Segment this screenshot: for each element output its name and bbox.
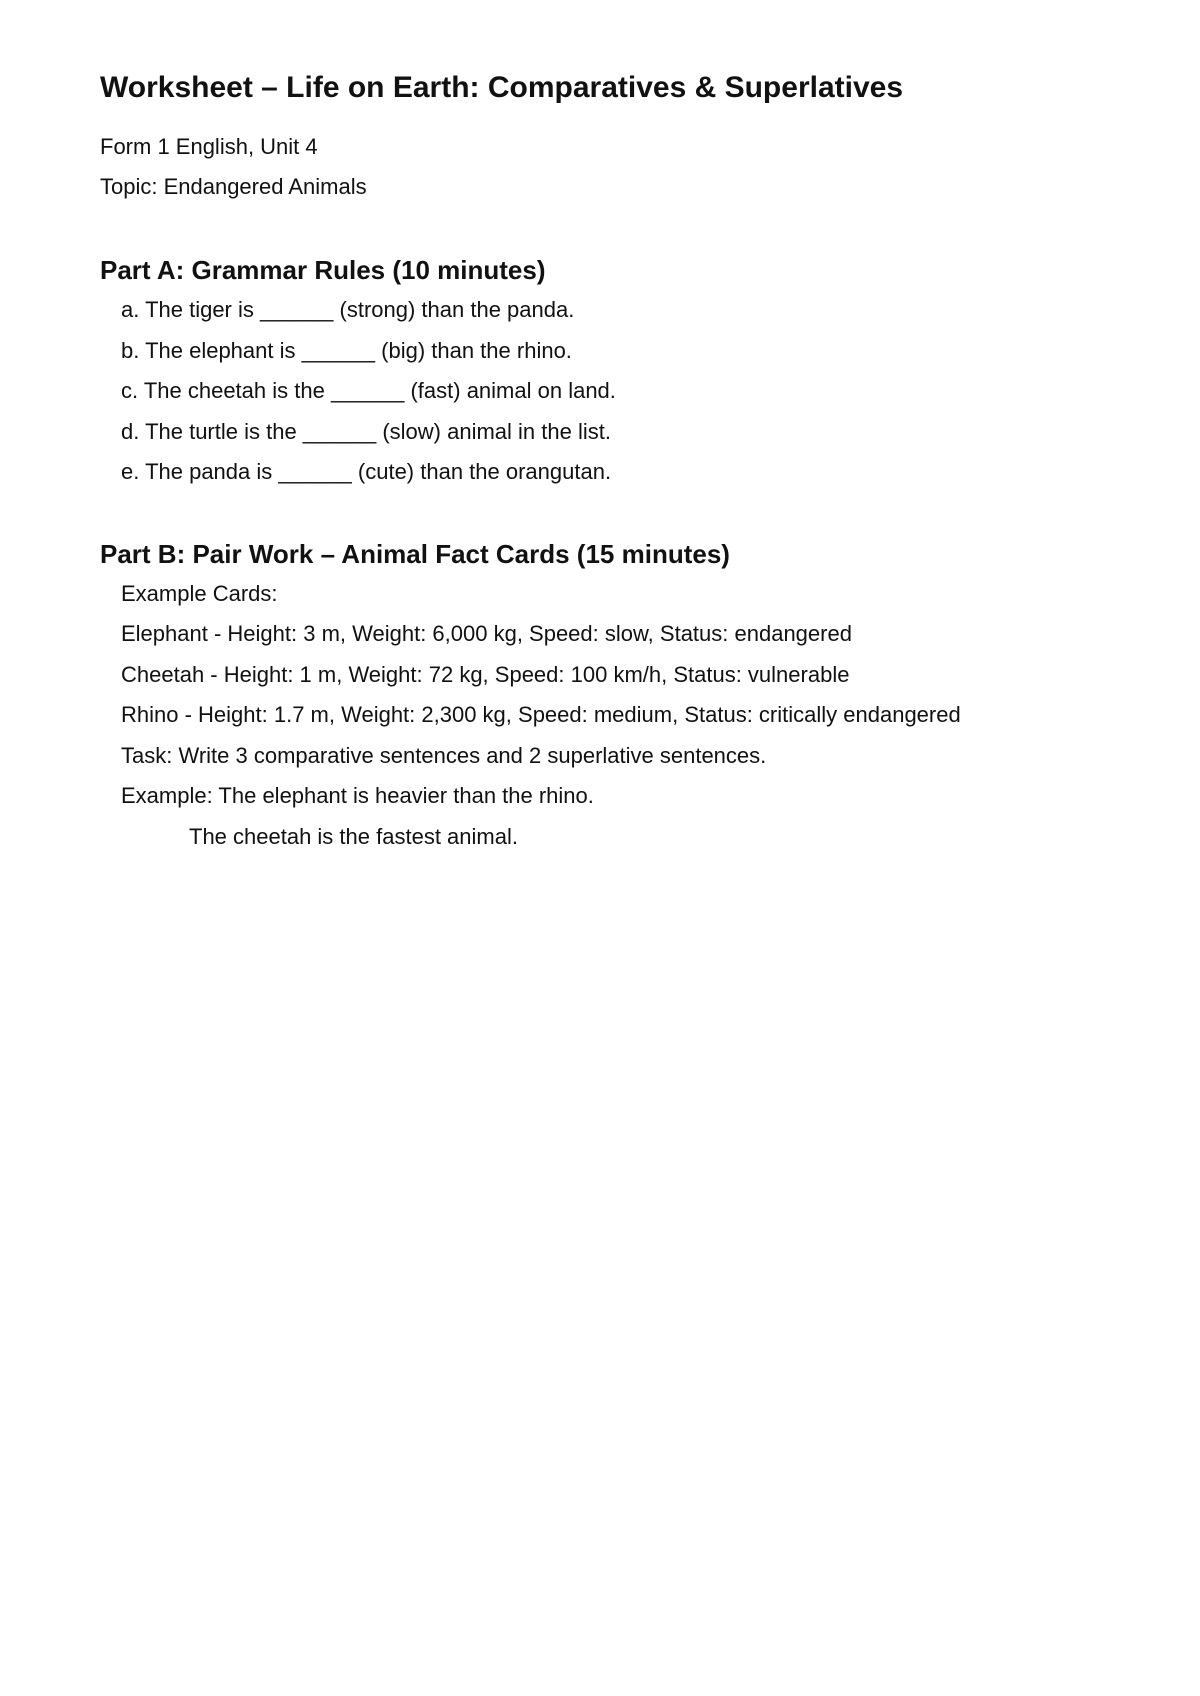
part-a-section <box>100 250 1120 493</box>
example-sentence-2: The cheetah is the fastest animal. <box>189 823 518 849</box>
exercise-item-a: a. The tiger is ______ (strong) than the panda. <box>121 297 575 322</box>
exercise-item-c: c. The cheetah is the ______ (fast) animal on land. <box>121 378 616 403</box>
part-b-section <box>100 534 1120 858</box>
part-b-heading: Part B: Pair Work – Animal Fact Cards (15 minutes) <box>100 538 730 569</box>
course-info: Form 1 English, Unit 4 <box>100 134 318 159</box>
worksheet-content <box>100 68 1120 857</box>
topic-line: Topic: Endangered Animals <box>100 174 367 199</box>
task-instruction: Task: Write 3 comparative sentences and 2 superlative sentences. <box>121 742 767 768</box>
exercise-item-e: e. The panda is ______ (cute) than the orangutan. <box>121 459 612 484</box>
example-sentence-1: Example: The elephant is heavier than the rhino. <box>121 783 594 808</box>
part-a-heading: Part A: Grammar Rules (10 minutes) <box>100 255 546 285</box>
exercise-item-d: d. The turtle is the ______ (slow) animal in the list. <box>121 418 611 444</box>
fact-card-cheetah: Cheetah - Height: 1 m, Weight: 72 kg, Speed: 100 km/h, Status: vulnerable <box>121 661 850 687</box>
fact-card-elephant: Elephant - Height: 3 m, Weight: 6,000 kg, Speed: slow, Status: endangered <box>121 621 852 646</box>
worksheet-title: Worksheet – Life on Earth: Comparatives & Superlatives <box>100 71 904 104</box>
part-a-exercise-list <box>100 290 1120 493</box>
exercise-item-b: b. The elephant is ______ (big) than the rhino. <box>121 337 572 363</box>
example-cards-label: Example Cards: <box>121 580 278 606</box>
part-b-content-list <box>100 574 1120 858</box>
fact-card-rhino: Rhino - Height: 1.7 m, Weight: 2,300 kg, Speed: medium, Status: critically endangered <box>121 702 961 727</box>
